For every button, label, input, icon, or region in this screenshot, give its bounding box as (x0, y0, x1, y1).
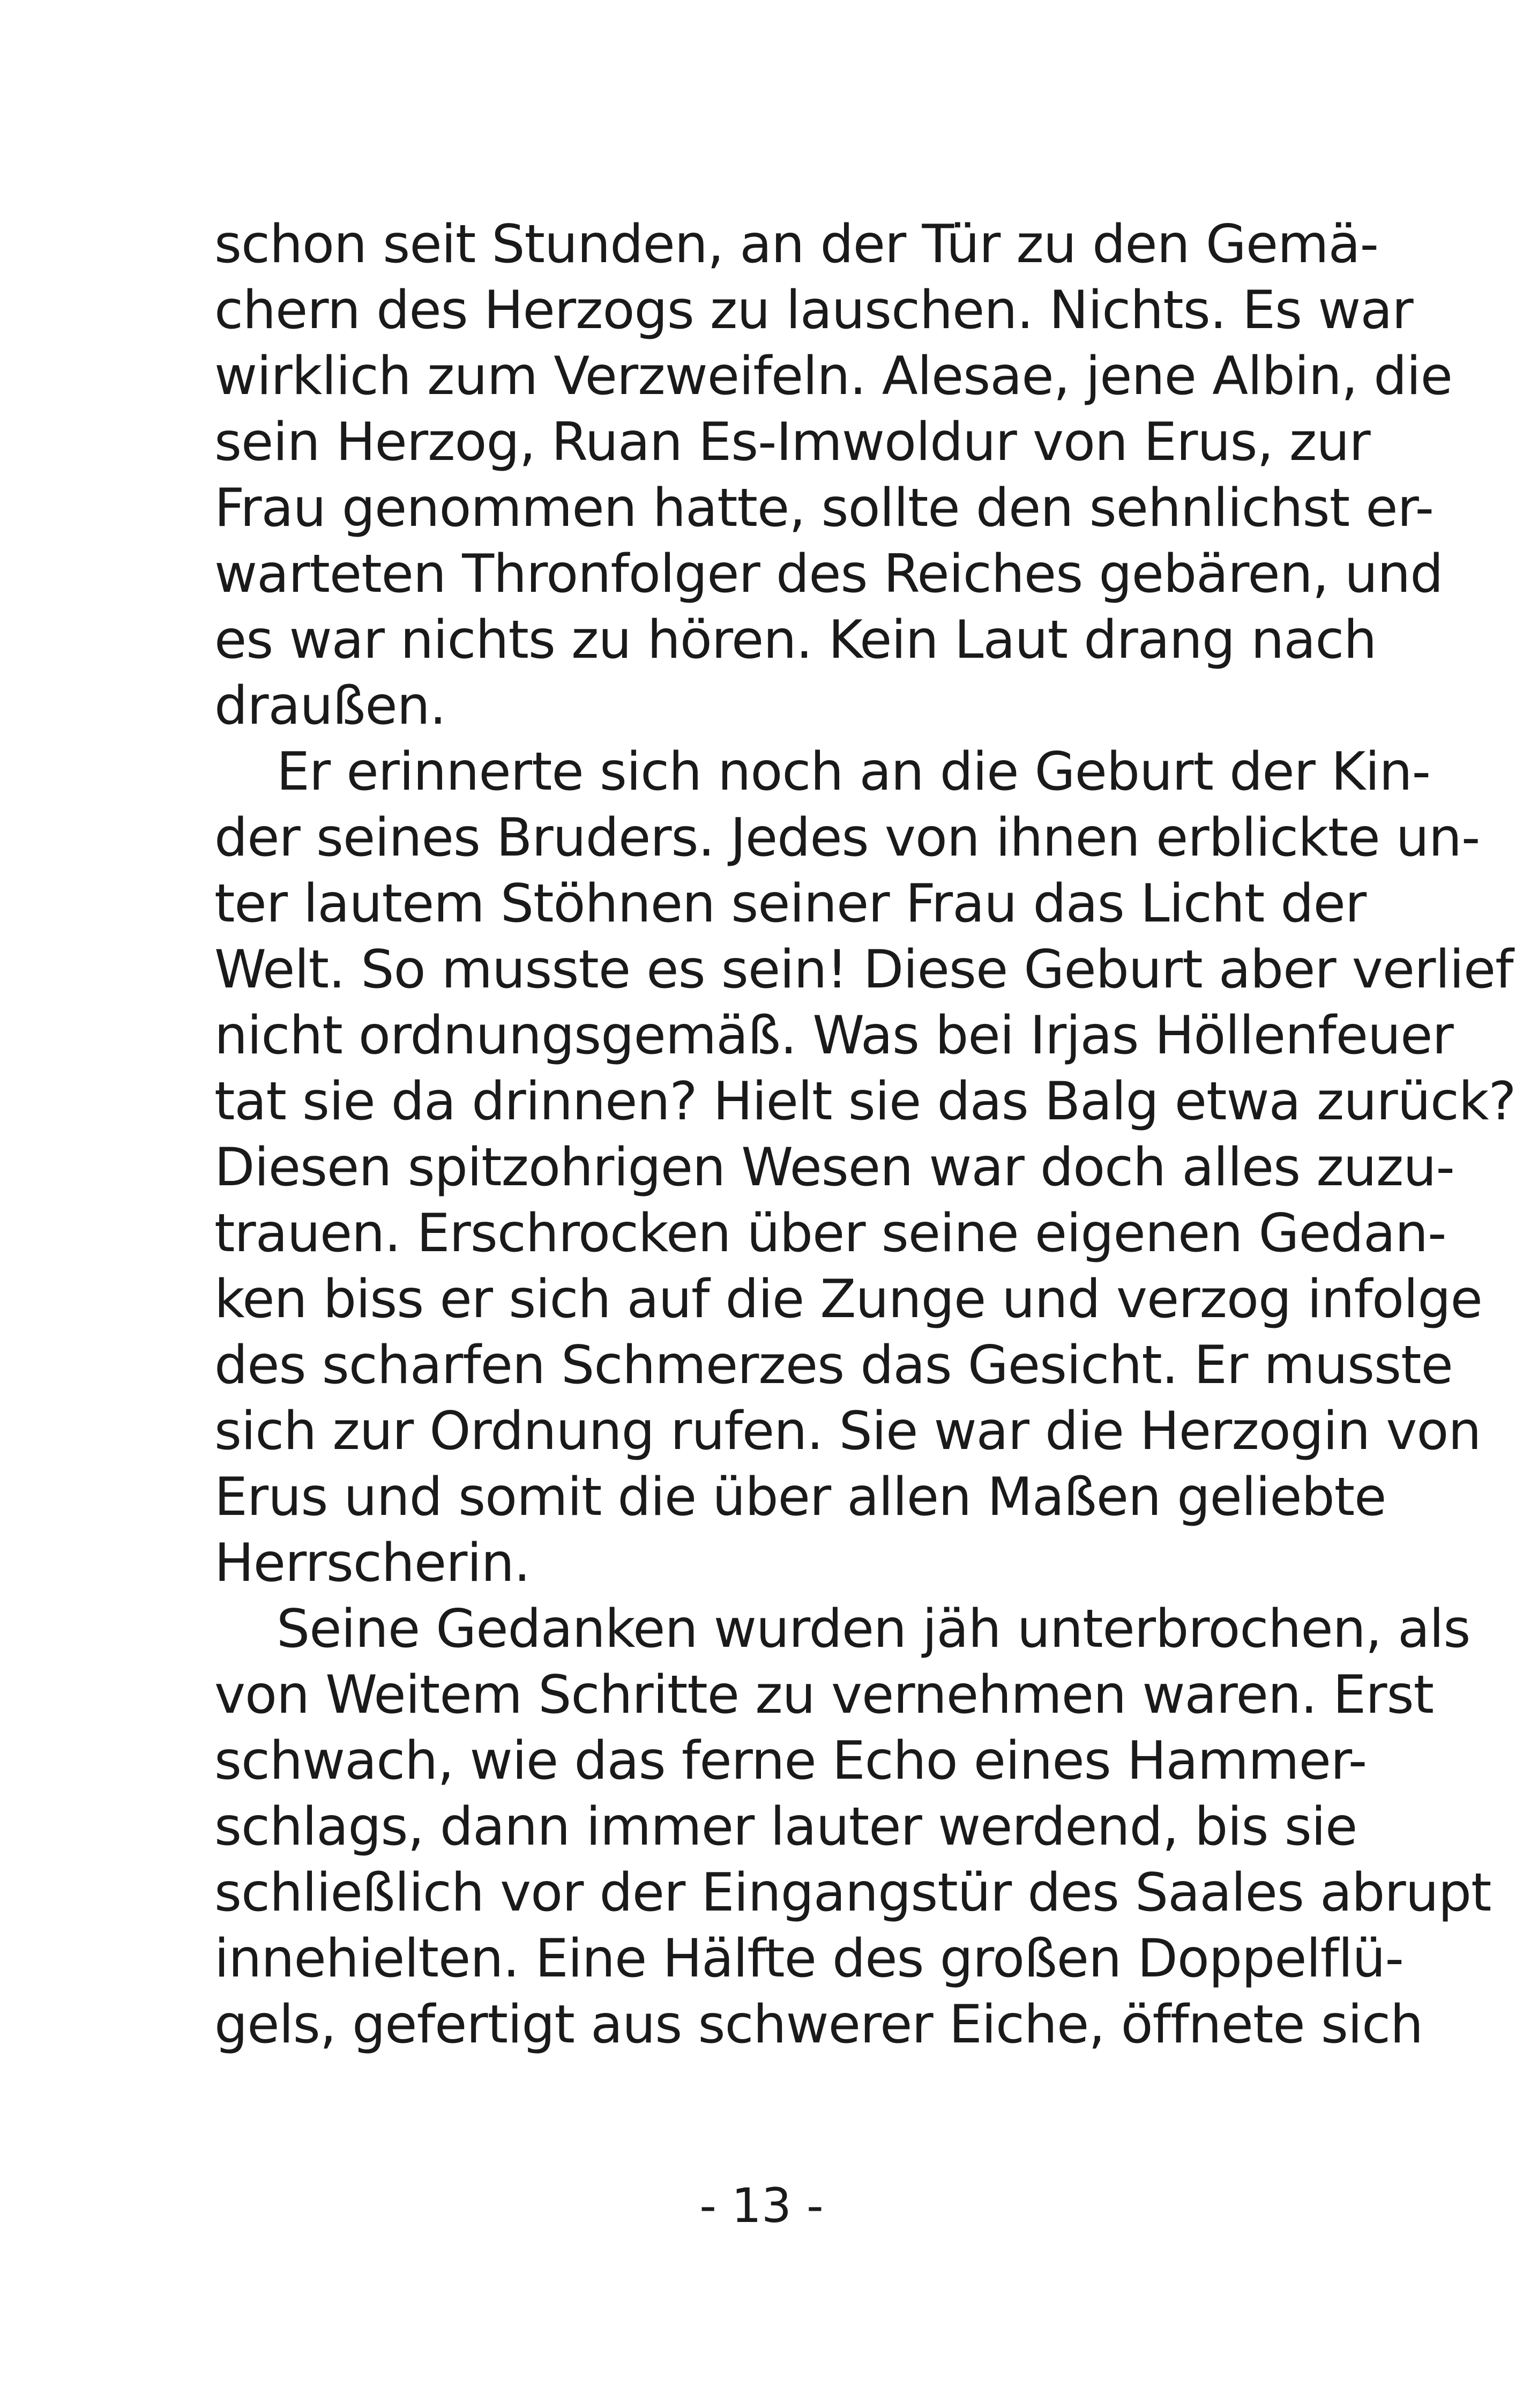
text-line: schwach, wie das ferne Echo eines Hammer- (214, 1730, 1367, 1792)
text-line: Frau genommen hatte, sollte den sehnlichst er- (214, 478, 1434, 539)
paragraph-3 (214, 1596, 1491, 2058)
paragraph-1 (214, 212, 1452, 739)
page-body (214, 212, 1516, 2058)
text-line: Herrscherin. (214, 1533, 530, 1594)
text-line: sich zur Ordnung rufen. Sie war die Herzogin von (214, 1401, 1481, 1462)
text-line: Er erinnerte sich noch an die Geburt der Kin- (277, 741, 1431, 802)
text-line: des scharfen Schmerzes das Gesicht. Er musste (214, 1335, 1453, 1396)
text-line: wirklich zum Verzweifeln. Alesae, jene Albin, die (214, 346, 1452, 407)
text-line: Welt. So musste es sein! Diese Geburt aber verlief (214, 939, 1513, 1000)
text-line: innehielten. Eine Hälfte des großen Doppelflü- (214, 1928, 1403, 1989)
text-line: draußen. (214, 675, 446, 737)
text-line: tat sie da drinnen? Hielt sie das Balg etwa zurück? (214, 1071, 1516, 1132)
text-line: nicht ordnungsgemäß. Was bei Irjas Höllenfeuer (214, 1005, 1453, 1066)
page-number: - 13 - (699, 2178, 824, 2233)
text-line: Seine Gedanken wurden jäh unterbrochen, als (277, 1599, 1470, 1660)
text-line: sein Herzog, Ruan Es-Imwoldur von Erus, zur (214, 412, 1370, 473)
text-line: schließlich vor der Eingangstür des Saales abrupt (214, 1862, 1491, 1923)
text-line: Diesen spitzohrigen Wesen war doch alles zuzu- (214, 1137, 1454, 1198)
text-line: warteten Thronfolger des Reiches gebären, und (214, 544, 1443, 605)
text-line: schon seit Stunden, an der Tür zu den Gemä- (214, 214, 1379, 275)
text-line: von Weitem Schritte zu vernehmen waren. Erst (214, 1664, 1434, 1726)
text-line: schlags, dann immer lauter werdend, bis sie (214, 1796, 1357, 1857)
text-line: ter lautem Stöhnen seiner Frau das Licht der (214, 873, 1367, 934)
text-line: es war nichts zu hören. Kein Laut drang nach (214, 610, 1377, 671)
text-line: der seines Bruders. Jedes von ihnen erblickte un- (214, 807, 1480, 868)
text-line: trauen. Erschrocken über seine eigenen Gedan- (214, 1203, 1446, 1264)
text-line: gels, gefertigt aus schwerer Eiche, öffnete sich (214, 1994, 1423, 2055)
paragraph-2 (214, 739, 1516, 1596)
text-line: chern des Herzogs zu lauschen. Nichts. Es war (214, 280, 1413, 341)
text-line: ken biss er sich auf die Zunge und verzog infolge (214, 1269, 1482, 1330)
text-line: Erus und somit die über allen Maßen geliebte (214, 1467, 1386, 1528)
